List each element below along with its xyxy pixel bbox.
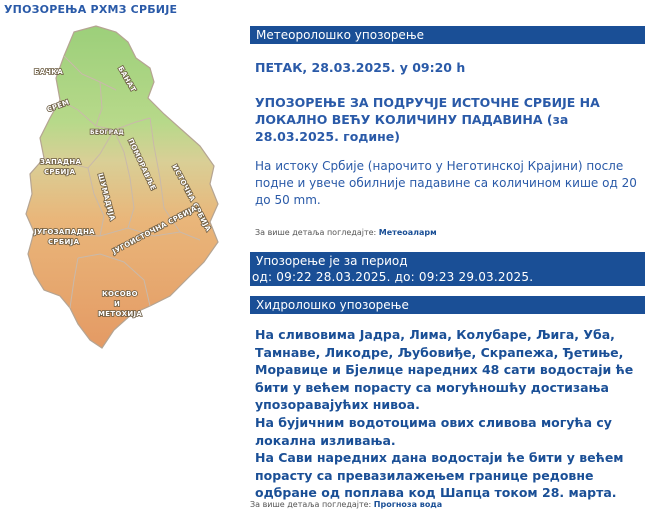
hydro-more-details <box>250 500 442 509</box>
meteo-more-details <box>255 228 437 237</box>
meteoalarm-link[interactable]: Метеоаларм <box>378 228 437 237</box>
region-label-jugozapadna-1: ЈУГОЗАПАДНА <box>34 228 95 236</box>
serbia-regions-map[interactable] <box>4 18 242 358</box>
region-label-zapadna-1: ЗАПАДНА <box>40 158 82 166</box>
hydro-paragraph-1: На сливовима Јадра, Лима, Колубаре, Љига, Уба, Тамнаве, Ликодре, Љубовиђе, Скрапежа, Ђетиње, Моравице и Бјелице наредних 48 сати водостаји ће бити у већем порасту са могућношћу достизања упозоравајућих нивоа. <box>255 327 634 413</box>
more-prefix: За више детаља погледајте: <box>250 500 372 509</box>
period-title: Упозорење је за период <box>256 254 408 268</box>
region-label-jugoistocna: ЈУГОИСТОЧНА СРБИЈА <box>111 204 199 256</box>
region-label-pomoravlje: ПОМОРАВЉЕ <box>126 137 158 192</box>
meteo-date: ПЕТАК, 28.03.2025. у 09:20 h <box>255 60 466 75</box>
meteo-section-header: Метеоролошко упозорење <box>250 26 645 44</box>
period-range: од: 09:22 28.03.2025. до: 09:23 29.03.2025. <box>252 270 534 284</box>
meteo-warning-heading: УПОЗОРЕЊЕ ЗА ПОДРУЧЈЕ ИСТОЧНЕ СРБИЈЕ НА ЛОКАЛНО ВЕЋУ КОЛИЧИНУ ПАДАВИНА (за 28.03.2025. године) <box>255 95 600 144</box>
region-label-kosovo-1: КОСОВО <box>102 290 138 298</box>
hydro-section-header: Хидролошко упозорење <box>250 296 645 314</box>
region-label-backa: БАЧКА <box>34 68 64 76</box>
water-forecast-link[interactable]: Прогноза вода <box>373 500 443 509</box>
region-label-zapadna-2: СРБИЈА <box>44 168 76 176</box>
hydro-paragraph-3: На Сави наредних дана водостаји ће бити у већем порасту са превазилажењем границе редовне одбране од поплава код Шапца током 28. марта. <box>255 450 624 501</box>
map-graphic <box>4 18 242 358</box>
region-label-jugozapadna-2: СРБИЈА <box>48 238 80 246</box>
more-prefix: За више детаља погледајте: <box>255 228 377 237</box>
warning-period-box <box>250 252 645 286</box>
region-label-istocna: ИСТОЧНА СРБИЈА <box>170 163 213 233</box>
region-label-banat: БАНАТ <box>116 65 138 94</box>
region-label-kosovo-2: И <box>114 300 121 308</box>
region-label-kosovo-3: МЕТОХИЈА <box>98 310 143 318</box>
page-title: УПОЗОРЕЊА РХМЗ СРБИЈЕ <box>4 3 178 16</box>
meteo-warning-body: На истоку Србије (нарочито у Неготинској Крајини) после подне и увече обилније падавине са количином кише од 20 до 50 mm. <box>255 159 637 207</box>
region-label-srem: СРЕМ <box>45 98 71 114</box>
hydro-paragraph-2: На бујичним водотоцима ових сливова могућа су локална изливања. <box>255 414 612 448</box>
hydro-warning-body <box>255 326 645 502</box>
region-label-sumadija: ШУМАДИЈА <box>96 172 117 222</box>
region-label-beograd: БЕОГРАД <box>90 129 125 136</box>
